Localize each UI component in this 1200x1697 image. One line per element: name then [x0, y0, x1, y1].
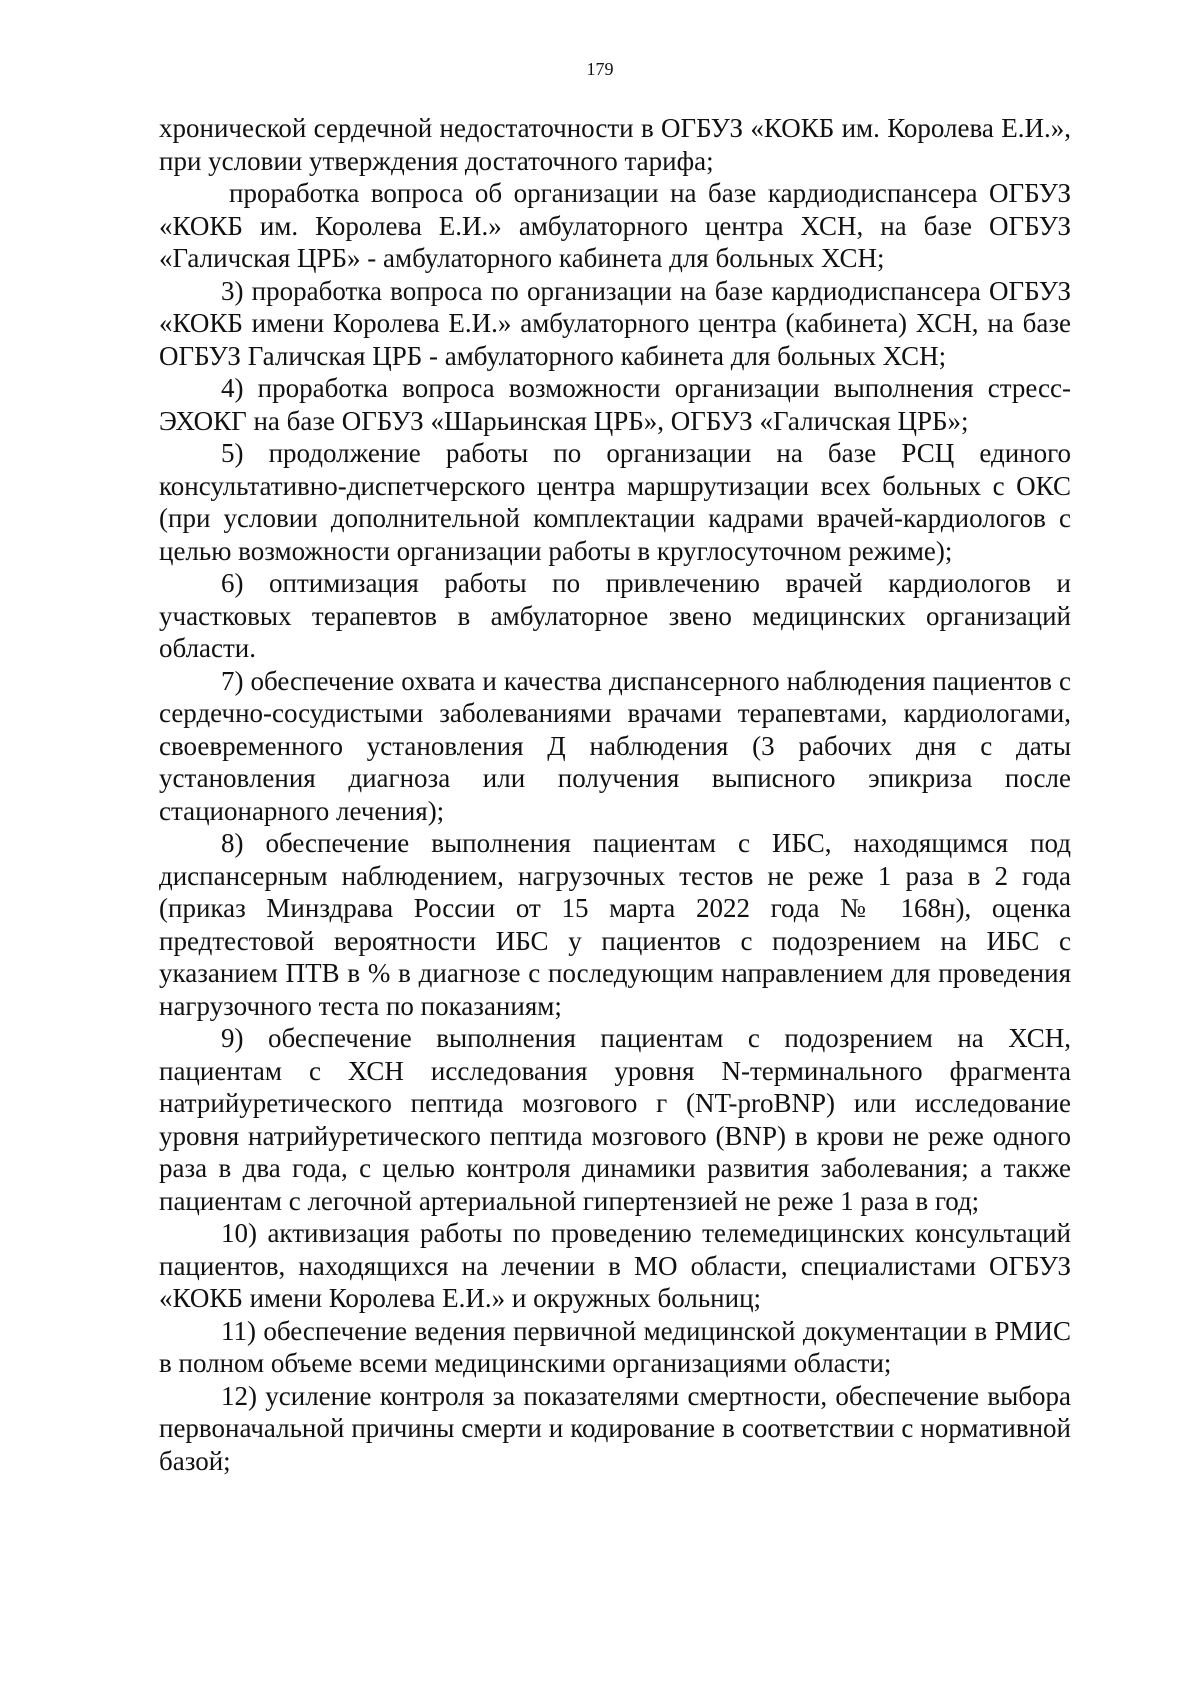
paragraph-item-6: 6) оптимизация работы по привлечению врачей кардиологов и участковых терапевтов в амбулаторное звено медицинских организаций области.: [159, 568, 1071, 663]
paragraph-item-5: 5) продолжение работы по организации на базе РСЦ единого консультативно-диспетчерского центра маршрутизации всех больных с ОКС (при условии дополнительной комплектации кадрами врачей-кардиологов с целью возможности организации работы в круглосуточном режиме);: [159, 438, 1071, 566]
paragraph-item-11: 11) обеспечение ведения первичной медицинской документации в РМИС в полном объеме всеми медицинскими организациями области;: [159, 1315, 1071, 1378]
paragraph-item-9: 9) обеспечение выполнения пациентам с подозрением на ХСН, пациентам с ХСН исследования уровня N-терминального фрагмента натрийуретического пептида мозгового г (NT-proBNP) или исследование уровня натрийуретического пептида мозгового (BNP) в крови не реже одного раза в два года, с целью контроля динамики развития заболевания; а также пациентам с легочной артериальной гипертензией не реже 1 раза в год;: [159, 1023, 1071, 1216]
document-body: [159, 112, 1071, 1477]
paragraph-item-4: 4) проработка вопроса возможности организации выполнения стресс-ЭХОКГ на базе ОГБУЗ «Шарьинская ЦРБ», ОГБУЗ «Галичская ЦРБ»;: [159, 373, 1071, 436]
paragraph-item-12: 12) усиление контроля за показателями смертности, обеспечение выбора первоначальной причины смерти и кодирование в соответствии с нормативной базой;: [159, 1380, 1071, 1476]
paragraph-item-3: 3) проработка вопроса по организации на базе кардиодиспансера ОГБУЗ «КОКБ имени Королева Е.И.» амбулаторного центра (кабинета) ХСН, на базе ОГБУЗ Галичская ЦРБ - амбулаторного кабинета для больных ХСН;: [159, 275, 1071, 371]
paragraph-item-10: 10) активизация работы по проведению телемедицинских консультаций пациентов, находящихся на лечении в МО области, специалистами ОГБУЗ «КОКБ имени Королева Е.И.» и окружных больниц;: [159, 1218, 1071, 1313]
paragraph-continuation: хронической сердечной недостаточности в ОГБУЗ «КОКБ им. Королева Е.И.», при условии утверждения достаточного тарифа;: [159, 113, 1071, 176]
page-number: 179: [586, 59, 614, 79]
paragraph-item-7: 7) обеспечение охвата и качества диспансерного наблюдения пациентов с сердечно-сосудистыми заболеваниями врачами терапевтами, кардиологами, своевременного установления Д наблюдения (3 рабочих дня с даты установления диагноза или получения выписного эпикриза после стационарного лечения);: [159, 665, 1071, 826]
paragraph-item-8: 8) обеспечение выполнения пациентам с ИБС, находящимся под диспансерным наблюдением, нагрузочных тестов не реже 1 раза в 2 года (приказ Минздрава России от 15 марта 2022 года № 168н), оценка предтестовой вероятности ИБС у пациентов с подозрением на ИБС с указанием ПТВ в % в диагнозе с последующим направлением для проведения нагрузочного теста по показаниям;: [159, 828, 1071, 1021]
paragraph-item: проработка вопроса об организации на базе кардиодиспансера ОГБУЗ «КОКБ им. Королева Е.И.» амбулаторного центра ХСН, на базе ОГБУЗ «Галичская ЦРБ» - амбулаторного кабинета для больных ХСН;: [159, 178, 1071, 273]
